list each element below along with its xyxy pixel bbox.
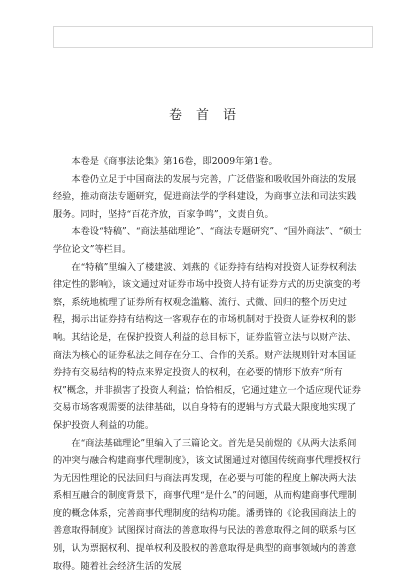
page-title: 卷首语	[0, 104, 405, 123]
paragraph: 本卷是《商事法论集》第16卷，即2009年第1卷。	[53, 153, 365, 171]
paragraph: 在“商法基础理论”里编入了三篇论文。首先是吴前煜的《从两大法系间的冲突与融合构建商事代理制度》，该文试图通过对德国传统商事代理授权行为无因性理论的民法回归与商法再发现，在必要与可能的程度上解决两大法系相互融合的制度背景下，商事代理“是什么”的问题，从而构建商事代理制度的概念体系，完善商事代理制度的结构功能。潘勇锋的《论我国商法上的善意取得制度》试图探讨商法的善意取得与民法的善意取得之间的联系与区别，认为票据权利、提单权利及股权的善意取得是典型的商事领域内的善意取得。随着社会经济生活的发展	[53, 435, 365, 575]
paragraph: 在“特稿”里编入了楼建波、刘燕的《证券持有结构对投资人证券权利法律定性的影响》，该文通过对证券市场中投资人持有证券方式的历史演变的考察，系统地梳理了证券所有权观念滥觞、流行、式微、回归的整个历史过程，揭示出证券持有结构这一客观存在的市场机制对于投资人证券权利的影响。其结论是，在保护投资人利益的总目标下，证券监管立法与以财产法、商法为核心的证券私法之间存在分工、合作的关系。财产法规则针对本国证券持有交易结构的特点来界定投资人的权利，在必要的情形下放弃“所有权”概念，并非损害了投资人利益；恰恰相反，它通过建立一个适应现代证券交易市场客观需要的法律基础，以自身特有的逻辑与方式最大限度地实现了保护投资人利益的功能。	[53, 259, 365, 435]
paragraph: 本卷设“特稿”、“商法基础理论”、“商法专题研究”、“国外商法”、“硕士学位论文”等栏目。	[53, 223, 365, 258]
running-header-box	[53, 26, 373, 48]
paragraph: 本卷仍立足于中国商法的发展与完善，广泛借鉴和吸收国外商法的发展经验，推动商法专题研究，促进商法学的学科建设，为商事立法和司法实践服务。同时，坚持“百花齐放，百家争鸣”，文责自负。	[53, 171, 365, 224]
body-text	[53, 153, 365, 575]
